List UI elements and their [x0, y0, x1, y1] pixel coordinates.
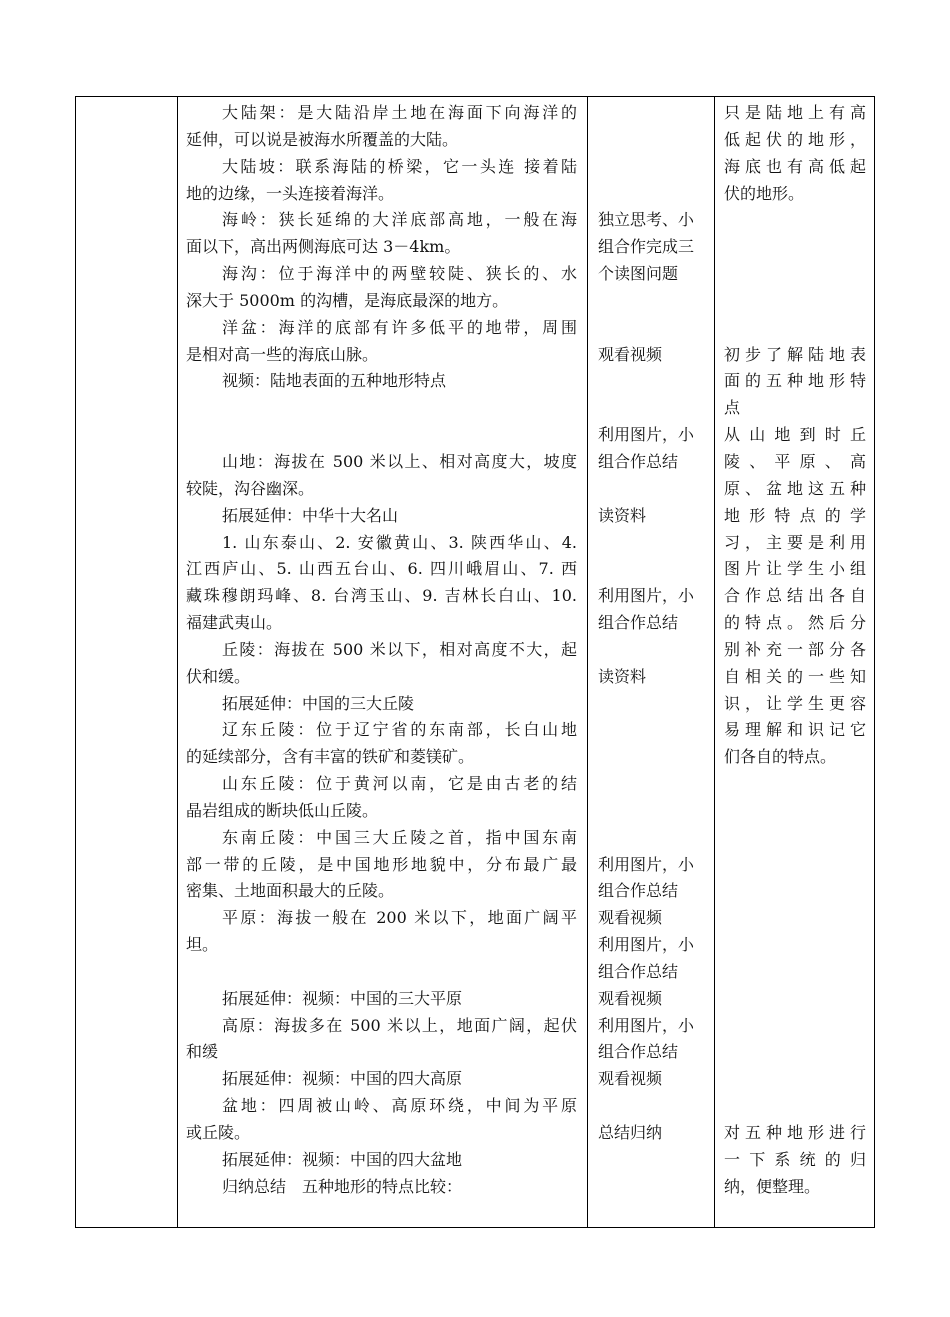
text-line: 坦。	[186, 935, 219, 954]
text-line: 陵、平原、高	[724, 452, 866, 471]
text-line: 的延续部分，含有丰富的铁矿和菱镁矿。	[186, 747, 475, 766]
text-line: 独立思考、小	[598, 210, 695, 229]
column-divider	[587, 97, 588, 1227]
text-line: 归纳总结 五种地形的特点比较：	[222, 1177, 463, 1196]
text-line: 对五种地形进行	[724, 1123, 866, 1142]
text-line: 盆地：四周被山岭、高原环绕，中间为平原	[222, 1096, 577, 1115]
text-line: 较陡，沟谷幽深。	[186, 479, 315, 498]
text-line: 观看视频	[598, 345, 663, 364]
text-line: 福建武夷山。	[186, 613, 283, 632]
text-line: 利用图片，小	[598, 425, 695, 444]
text-line: 面的五种地形特	[724, 371, 866, 390]
text-line: 读资料	[598, 667, 647, 686]
text-line: 的特点。然后分	[724, 613, 866, 632]
text-line: 平原：海拔一般在 200 米以下，地面广阔平	[222, 908, 577, 927]
text-line: 原、盆地这五种	[724, 479, 866, 498]
text-line: 江西庐山、5. 山西五台山、6. 四川峨眉山、7. 西	[186, 559, 577, 578]
text-line: 组合作总结	[598, 613, 679, 632]
text-line: 一下系统的归	[724, 1150, 866, 1169]
text-line: 拓展延伸：视频：中国的四大高原	[222, 1069, 463, 1088]
text-line: 拓展延伸：视频：中国的四大盆地	[222, 1150, 463, 1169]
text-line: 总结归纳	[598, 1123, 663, 1142]
text-line: 东南丘陵：中国三大丘陵之首，指中国东南	[222, 828, 577, 847]
text-line: 伏的地形。	[724, 184, 805, 203]
text-line: 伏和缓。	[186, 667, 251, 686]
text-line: 观看视频	[598, 1069, 663, 1088]
text-line: 读资料	[598, 506, 647, 525]
text-line: 点	[724, 398, 741, 417]
text-line: 是相对高一些的海底山脉。	[186, 345, 379, 364]
text-line: 拓展延伸：视频：中国的三大平原	[222, 989, 463, 1008]
text-line: 或丘陵。	[186, 1123, 251, 1142]
text-line: 组合作总结	[598, 452, 679, 471]
text-line: 海岭：狭长延绵的大洋底部高地，一般在海	[222, 210, 577, 229]
column-divider	[714, 97, 715, 1227]
text-line: 只是陆地上有高	[724, 103, 866, 122]
text-line: 拓展延伸：中华十大名山	[222, 506, 399, 525]
text-line: 别补充一部分各	[724, 640, 866, 659]
text-line: 丘陵：海拔在 500 米以下，相对高度不大，起	[222, 640, 577, 659]
text-line: 高原：海拔多在 500 米以上，地面广阔，起伏	[222, 1016, 577, 1035]
text-line: 利用图片，小	[598, 1016, 695, 1035]
text-line: 山地：海拔在 500 米以上、相对高度大，坡度	[222, 452, 577, 471]
text-line: 低起伏的地形，	[724, 130, 866, 149]
text-line: 辽东丘陵：位于辽宁省的东南部，长白山地	[222, 720, 577, 739]
text-line: 组合作总结	[598, 1042, 679, 1061]
text-line: 纳，便整理。	[724, 1177, 821, 1196]
lesson-plan-table	[75, 96, 875, 1228]
text-line: 识，让学生更容	[724, 694, 866, 713]
text-line: 1. 山东泰山、2. 安徽黄山、3. 陕西华山、4.	[222, 533, 577, 552]
text-line: 利用图片，小	[598, 935, 695, 954]
text-line: 延伸，可以说是被海水所覆盖的大陆。	[186, 130, 459, 149]
text-line: 深大于 5000m 的沟槽，是海底最深的地方。	[186, 291, 509, 310]
text-line: 晶岩组成的断块低山丘陵。	[186, 801, 379, 820]
text-line: 个读图问题	[598, 264, 679, 283]
text-line: 大陆架：是大陆沿岸土地在海面下向海洋的	[222, 103, 577, 122]
text-line: 易理解和识记它	[724, 720, 866, 739]
text-line: 自相关的一些知	[724, 667, 866, 686]
column-divider	[177, 97, 178, 1227]
text-line: 地形特点的学	[724, 506, 866, 525]
text-line: 组合作总结	[598, 881, 679, 900]
text-line: 山东丘陵：位于黄河以南，它是由古老的结	[222, 774, 577, 793]
text-line: 和缓	[186, 1042, 219, 1061]
text-line: 图片让学生小组	[724, 559, 866, 578]
text-line: 洋盆：海洋的底部有许多低平的地带，周围	[222, 318, 577, 337]
text-line: 部一带的丘陵，是中国地形地貌中，分布最广最	[186, 855, 577, 874]
text-line: 海底也有高低起	[724, 157, 866, 176]
text-line: 密集、土地面积最大的丘陵。	[186, 881, 395, 900]
text-line: 组合作总结	[598, 962, 679, 981]
text-line: 地的边缘，一头连接着海洋。	[186, 184, 395, 203]
text-line: 初步了解陆地表	[724, 345, 866, 364]
text-line: 习，主要是利用	[724, 533, 866, 552]
text-line: 面以下，高出两侧海底可达 3－4km。	[186, 237, 461, 256]
text-line: 利用图片，小	[598, 855, 695, 874]
text-line: 拓展延伸：中国的三大丘陵	[222, 694, 415, 713]
text-line: 们各自的特点。	[724, 747, 837, 766]
text-line: 从山地到时丘	[724, 425, 866, 444]
text-line: 视频：陆地表面的五种地形特点	[222, 371, 447, 390]
text-line: 观看视频	[598, 989, 663, 1008]
text-line: 利用图片，小	[598, 586, 695, 605]
text-line: 大陆坡：联系海陆的桥梁，它一头连 接着陆	[222, 157, 577, 176]
text-line: 观看视频	[598, 908, 663, 927]
text-line: 海沟：位于海洋中的两壁较陡、狭长的、水	[222, 264, 577, 283]
text-line: 组合作完成三	[598, 237, 695, 256]
text-line: 合作总结出各自	[724, 586, 866, 605]
text-line: 藏珠穆朗玛峰、8. 台湾玉山、9. 吉林长白山、10.	[186, 586, 577, 605]
